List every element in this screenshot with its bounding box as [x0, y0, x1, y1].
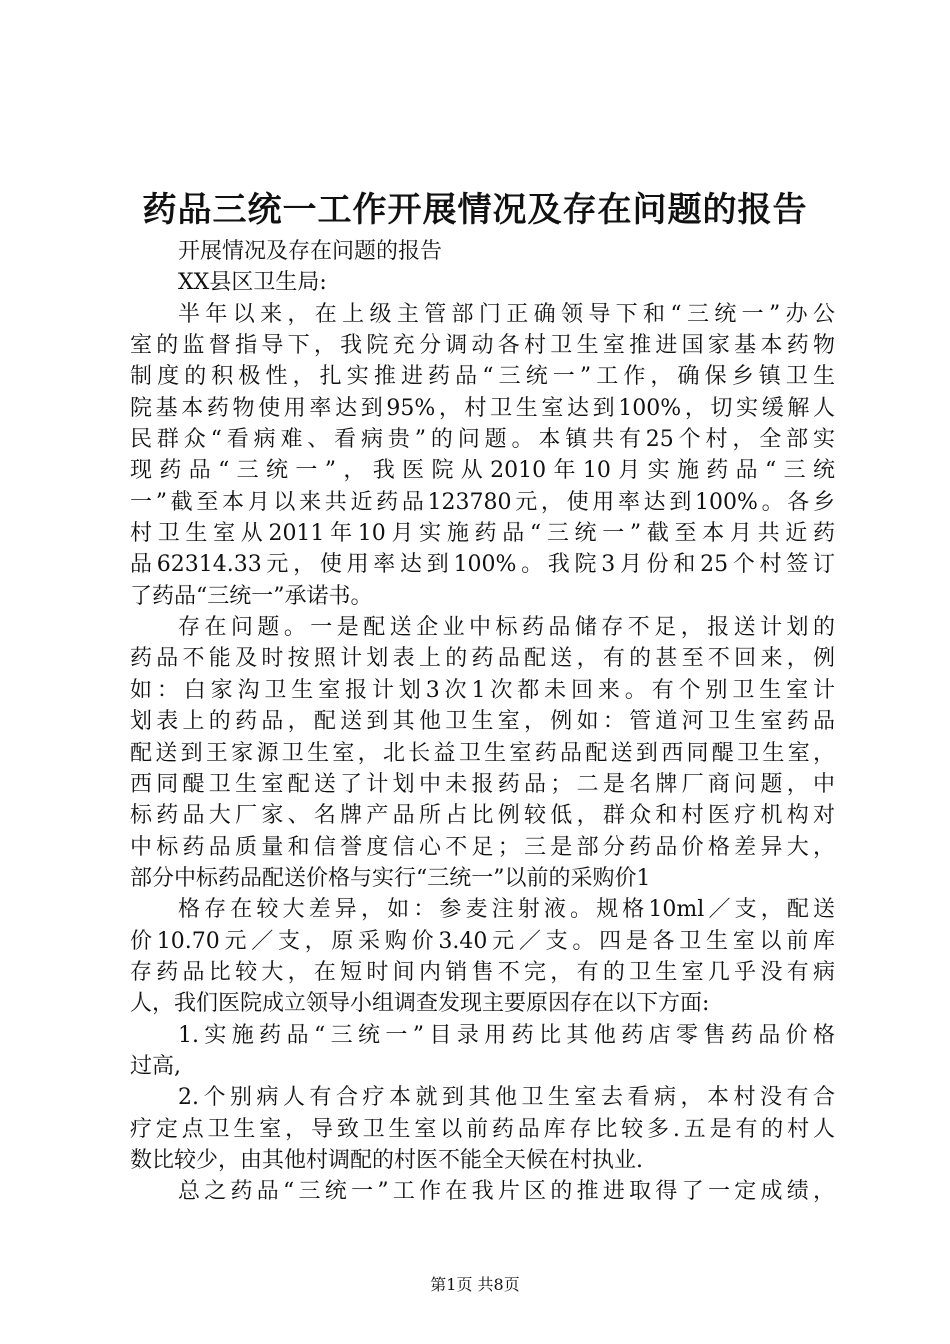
- text-line: 药品不能及时按照计划表上的药品配送，有的甚至不回来，例: [130, 646, 835, 672]
- text-line: 院基本药物使用率达到95%，村卫生室达到100%，切实缓解人: [130, 395, 835, 421]
- text-line: 疗定点卫生室，导致卫生室以前药品库存比较多.五是有的村人: [130, 1116, 835, 1142]
- text-line: 室的监督指导下，我院充分调动各村卫生室推进国家基本药物: [130, 333, 835, 359]
- text-line: 品62314.33元，使用率达到100%。我院3月份和25个村签订: [130, 552, 835, 578]
- text-line: 西同醍卫生室配送了计划中未报药品；二是名牌厂商问题，中: [130, 771, 835, 797]
- text-line: 存在问题。一是配送企业中标药品储存不足，报送计划的: [178, 615, 835, 641]
- text-line: 部分中标药品配送价格与实行“三统一”以前的采购价1: [130, 865, 651, 891]
- text-line: 2.个别病人有合疗本就到其他卫生室去看病，本村没有合: [178, 1085, 835, 1111]
- text-line: 民群众“看病难、看病贵”的问题。本镇共有25个村，全部实: [130, 427, 835, 453]
- page-indicator: 第1页 共8页: [430, 1275, 520, 1294]
- text-line: 划表上的药品，配送到其他卫生室，例如：管道河卫生室药品: [130, 709, 835, 735]
- text-line: 村卫生室从2011年10月实施药品“三统一”截至本月共近药: [130, 521, 835, 547]
- text-line: 如：白家沟卫生室报计划3次1次都未回来。有个别卫生室计: [130, 677, 835, 703]
- text-line: 1.实施药品“三统一”目录用药比其他药店零售药品价格: [178, 1022, 835, 1048]
- text-line: 现药品“三统一”，我医院从2010年10月实施药品“三统: [130, 458, 835, 484]
- text-line: XX县区卫生局:: [178, 270, 327, 296]
- text-line: 人，我们医院成立领导小组调查发现主要原因存在以下方面:: [130, 991, 710, 1017]
- text-line: 了药品“三统一”承诺书。: [130, 583, 373, 609]
- text-line: 一”截至本月以来共近药品123780元，使用率达到100%。各乡: [130, 489, 835, 515]
- text-line: 价10.70元／支，原采购价3.40元／支。四是各卫生室以前库: [130, 928, 835, 954]
- text-line: 标药品大厂家、名牌产品所占比例较低，群众和村医疗机构对: [130, 803, 835, 829]
- text-line: 制度的积极性，扎实推进药品“三统一”工作，确保乡镇卫生: [130, 364, 835, 390]
- text-line: 过高,: [130, 1053, 181, 1079]
- text-line: 数比较少，由其他村调配的村医不能全天候在村执业.: [130, 1147, 643, 1173]
- document-title: 药品三统一工作开展情况及存在问题的报告: [142, 190, 808, 230]
- document-body: [130, 236, 835, 1208]
- text-line: 格存在较大差异，如：参麦注射液。规格10ml／支，配送: [178, 897, 835, 923]
- text-line: 开展情况及存在问题的报告: [178, 239, 443, 264]
- text-line: 配送到王家源卫生室，北长益卫生室药品配送到西同醍卫生室，: [130, 740, 835, 766]
- text-line: 中标药品质量和信誉度信心不足；三是部分药品价格差异大，: [130, 834, 835, 860]
- text-line: 总之药品“三统一”工作在我片区的推进取得了一定成绩，: [178, 1179, 835, 1205]
- text-line: 存药品比较大，在短时间内销售不完，有的卫生室几乎没有病: [130, 959, 835, 985]
- text-line: 半年以来，在上级主管部门正确领导下和“三统一”办公: [178, 301, 835, 327]
